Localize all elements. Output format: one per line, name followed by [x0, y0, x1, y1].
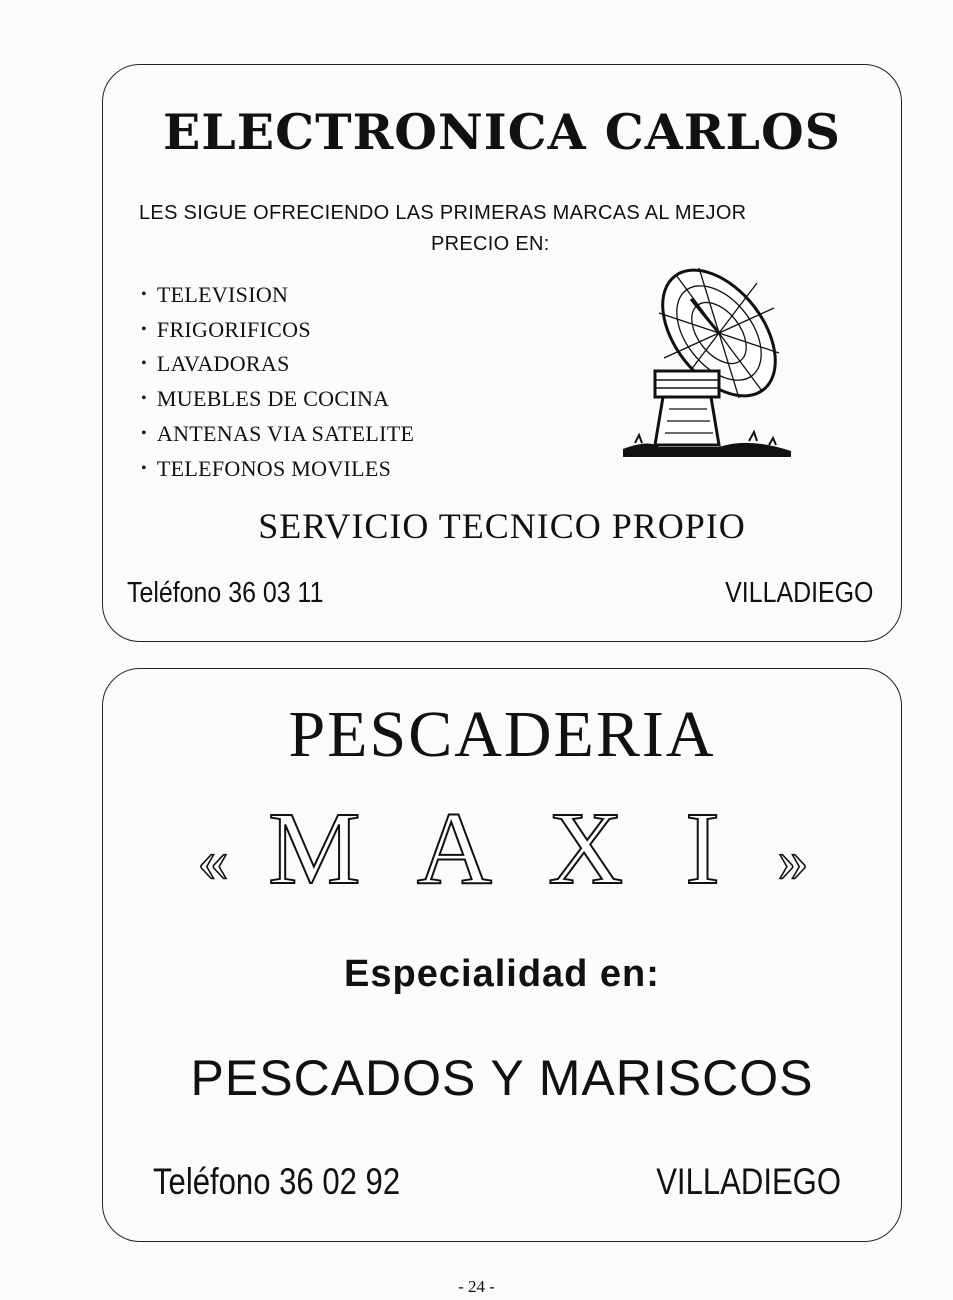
- phone-number: Teléfono 36 03 11: [127, 577, 324, 609]
- specialty-label: Especialidad en:: [344, 953, 660, 995]
- town-name: VILLADIEGO: [656, 1161, 841, 1202]
- product-item: • TELEFONOS MOVILES: [141, 453, 414, 488]
- specialty-text: PESCADOS Y MARISCOS: [190, 1050, 814, 1106]
- open-quote: «: [197, 827, 229, 895]
- product-item: • TELEVISION: [141, 279, 414, 314]
- product-item: • MUEBLES DE COCINA: [141, 383, 414, 418]
- satellite-dish-icon: [619, 263, 795, 465]
- ad-title: PESCADERIA: [288, 698, 716, 771]
- pescaderia-maxi-ad: [102, 668, 902, 1242]
- service-text: SERVICIO TECNICO PROPIO: [258, 506, 746, 546]
- close-quote: »: [777, 827, 809, 895]
- ad-title: ELECTRONICA CARLOS: [162, 103, 842, 161]
- phone-number: Teléfono 36 02 92: [153, 1161, 401, 1202]
- maxi-logo: [103, 801, 903, 901]
- electronica-carlos-ad: [102, 64, 902, 642]
- town-name: VILLADIEGO: [724, 577, 873, 609]
- product-item: • FRIGORIFICOS: [141, 314, 414, 349]
- ad-tagline-continued: PRECIO EN:: [431, 233, 550, 255]
- product-list: [141, 279, 414, 487]
- page-number: - 24 -: [458, 1277, 495, 1296]
- product-item: • ANTENAS VIA SATELITE: [141, 418, 414, 453]
- maxi-name: M A X I: [268, 801, 738, 901]
- product-item: • LAVADORAS: [141, 348, 414, 383]
- ad-tagline: LES SIGUE OFRECIENDO LAS PRIMERAS MARCAS AL MEJOR: [139, 202, 747, 224]
